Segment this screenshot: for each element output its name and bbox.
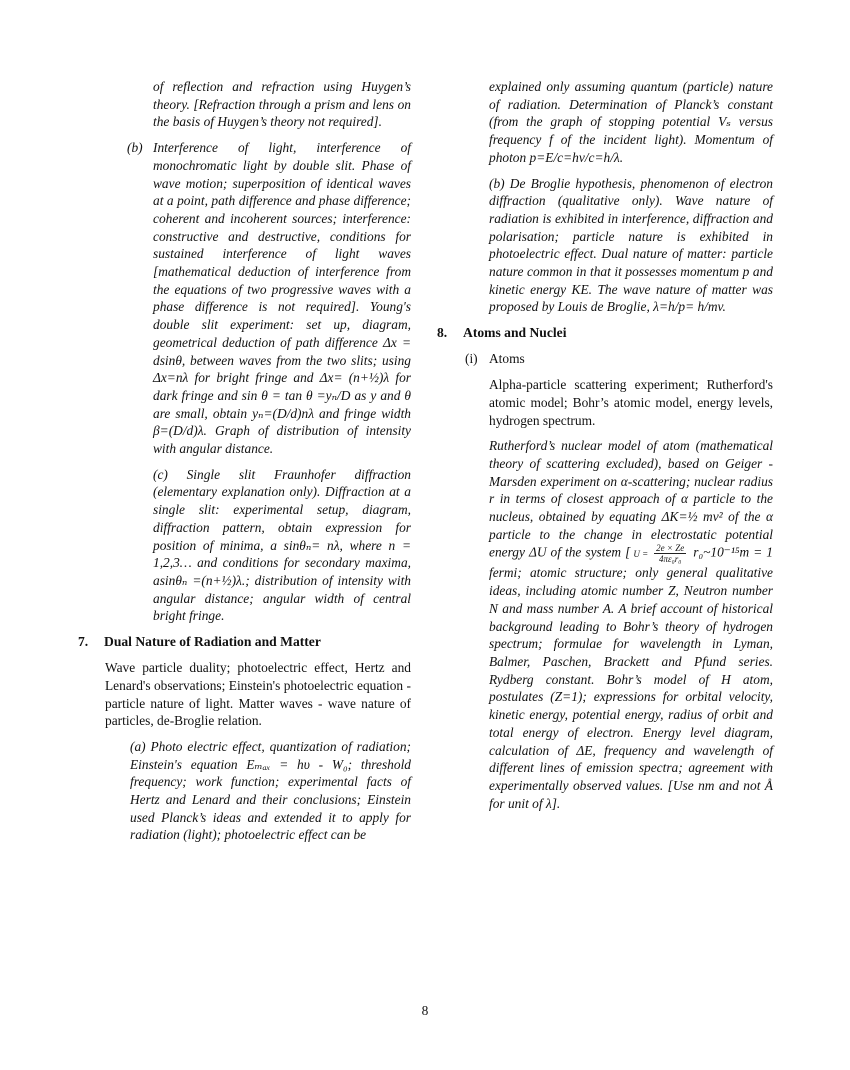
item-text: Photo electric effect, quantization of radiation; Einstein's equation Eₘₐₓ = hυ - W₀; threshold frequency; work function; experimental facts of Hertz and Lenard and their conclusions; Einstein used Planck’s ideas and extended it to apply for radiation (light); photoelectric effect can be [130, 738, 411, 843]
formula-denominator: 4πε₀r₀ [659, 554, 682, 565]
subsection-atoms [465, 350, 773, 368]
potential-energy-formula [633, 549, 648, 559]
section-title: Dual Nature of Radiation and Matter [104, 634, 321, 650]
rutherford-model-paragraph [489, 437, 773, 812]
rutherford-text-part-2: r₀~10⁻¹⁵m = 1 fermi; atomic structure; only general qualitative ideas, including atomic number Z, Neutron number N and mass number A. A brief account of historical background leading to Bohr’s theory of hydrogen spectrum; formulae for wavelength in Lyman, Balmer, Paschen, Brackett and Pfund series. Rydberg constant. Bohr’s model of H atom, postulates (Z=1); expressions for orbital velocity, kinetic energy, potential energy, radius of orbit and total energy of electron. Energy level diagram, calculation of ΔE, frequency and wavelength of different lines of emission spectra; agreement with experimentally observed values. [Use nm and not Å for unit of λ]. [489, 545, 774, 811]
item-b-interference [127, 139, 411, 458]
item-a-photoelectric [130, 738, 411, 844]
item-marker: (b) [489, 175, 505, 191]
item-c-diffraction: (c) Single slit Fraunhofer diffraction (elementary explanation only). Diffraction at a single slit: experimental setup, diagram, diffraction pattern, obtain expression for position of minima, a sinθₙ= nλ, where n = 1,2,3… and conditions for secondary maxima, asinθₙ =(n+½)λ.; distribution of intensity with angular distance; angular width of central bright fringe. [153, 466, 411, 624]
section-number: 7. [78, 634, 89, 650]
rutherford-text-part-1: Rutherford’s nuclear model of atom (mathematical theory of scattering excluded), based on Geiger - Marsden experiment on α-scattering; nuclear radius r in terms of closest approach of α particle to the nucleus, obtained by equating ΔK=½ mv² of the α particle to the change in electrostatic potential energy ΔU of the system [ [489, 438, 773, 561]
item-b-de-broglie [489, 175, 773, 317]
paragraph-photon-momentum: explained only assuming quantum (particle) nature of radiation. Determination of Planck’s constant (from the graph of stopping potential Vₛ versus frequency f of the incident light). Momentum of photon p=E/c=hν/c=h/λ. [489, 79, 773, 165]
paragraph-reflection-refraction: of reflection and refraction using Huygen’s theory. [Refraction through a prism and lens on the basis of Huygen’s theory not required]. [153, 79, 411, 130]
section-title: Atoms and Nuclei [463, 325, 567, 341]
formula-fraction [654, 543, 686, 564]
section-7-summary: Wave particle duality; photoelectric effect, Hertz and Lenard's observations; Einstein's photoelectric equation - particle nature of light. Matter waves - wave nature of particles, de-Broglie relation. [105, 660, 411, 729]
subsection-number: (i) [465, 351, 478, 367]
formula-lhs: U = [633, 548, 649, 559]
subsection-title: Atoms [489, 351, 525, 367]
right-column [437, 78, 773, 820]
item-marker: (a) [130, 738, 146, 754]
section-heading-8 [437, 324, 773, 342]
section-number: 8. [437, 325, 448, 341]
item-text: Interference of light, interference of monochromatic light by double slit. Phase of wave motion; superposition of identical waves at a point, path difference and phase difference; coherent and incoherent sources; interference: constructive and destructive, conditions for sustained interference of light waves [mathematical deduction of interference from the equations of two progressive waves with a phase difference is not required]. Young's double slit experiment: set up, diagram, geometrical deduction of path difference Δx = dsinθ, between waves from the two slits; using Δx=nλ for bright fringe and Δx= (n+½)λ for dark fringe and sin θ = tan θ =yₙ/D as y and θ are small, obtain yₙ=(D/d)nλ and fringe width β=(D/d)λ. Graph of distribution of intensity with angular distance. [153, 140, 411, 457]
section-heading-7 [78, 633, 411, 651]
atoms-summary: Alpha-particle scattering experiment; Rutherford's atomic model; Bohr’s atomic model, energy levels, hydrogen spectrum. [489, 377, 773, 428]
left-column [78, 78, 411, 852]
item-marker: (b) [127, 140, 143, 156]
item-text: De Broglie hypothesis, phenomenon of electron diffraction (qualitative only). Wave nature of radiation is exhibited in interference, diffraction and polarisation; particle nature is exhibited in photoelectric effect. Dual nature of matter: particle nature common in that it possesses momentum p and kinetic energy KE. The wave nature of matter was proposed by Louis de Broglie, λ=h/p= h/mv. [489, 175, 773, 315]
page-number: 8 [421, 1003, 429, 1018]
formula-numerator: 2e × Ze [656, 543, 685, 554]
